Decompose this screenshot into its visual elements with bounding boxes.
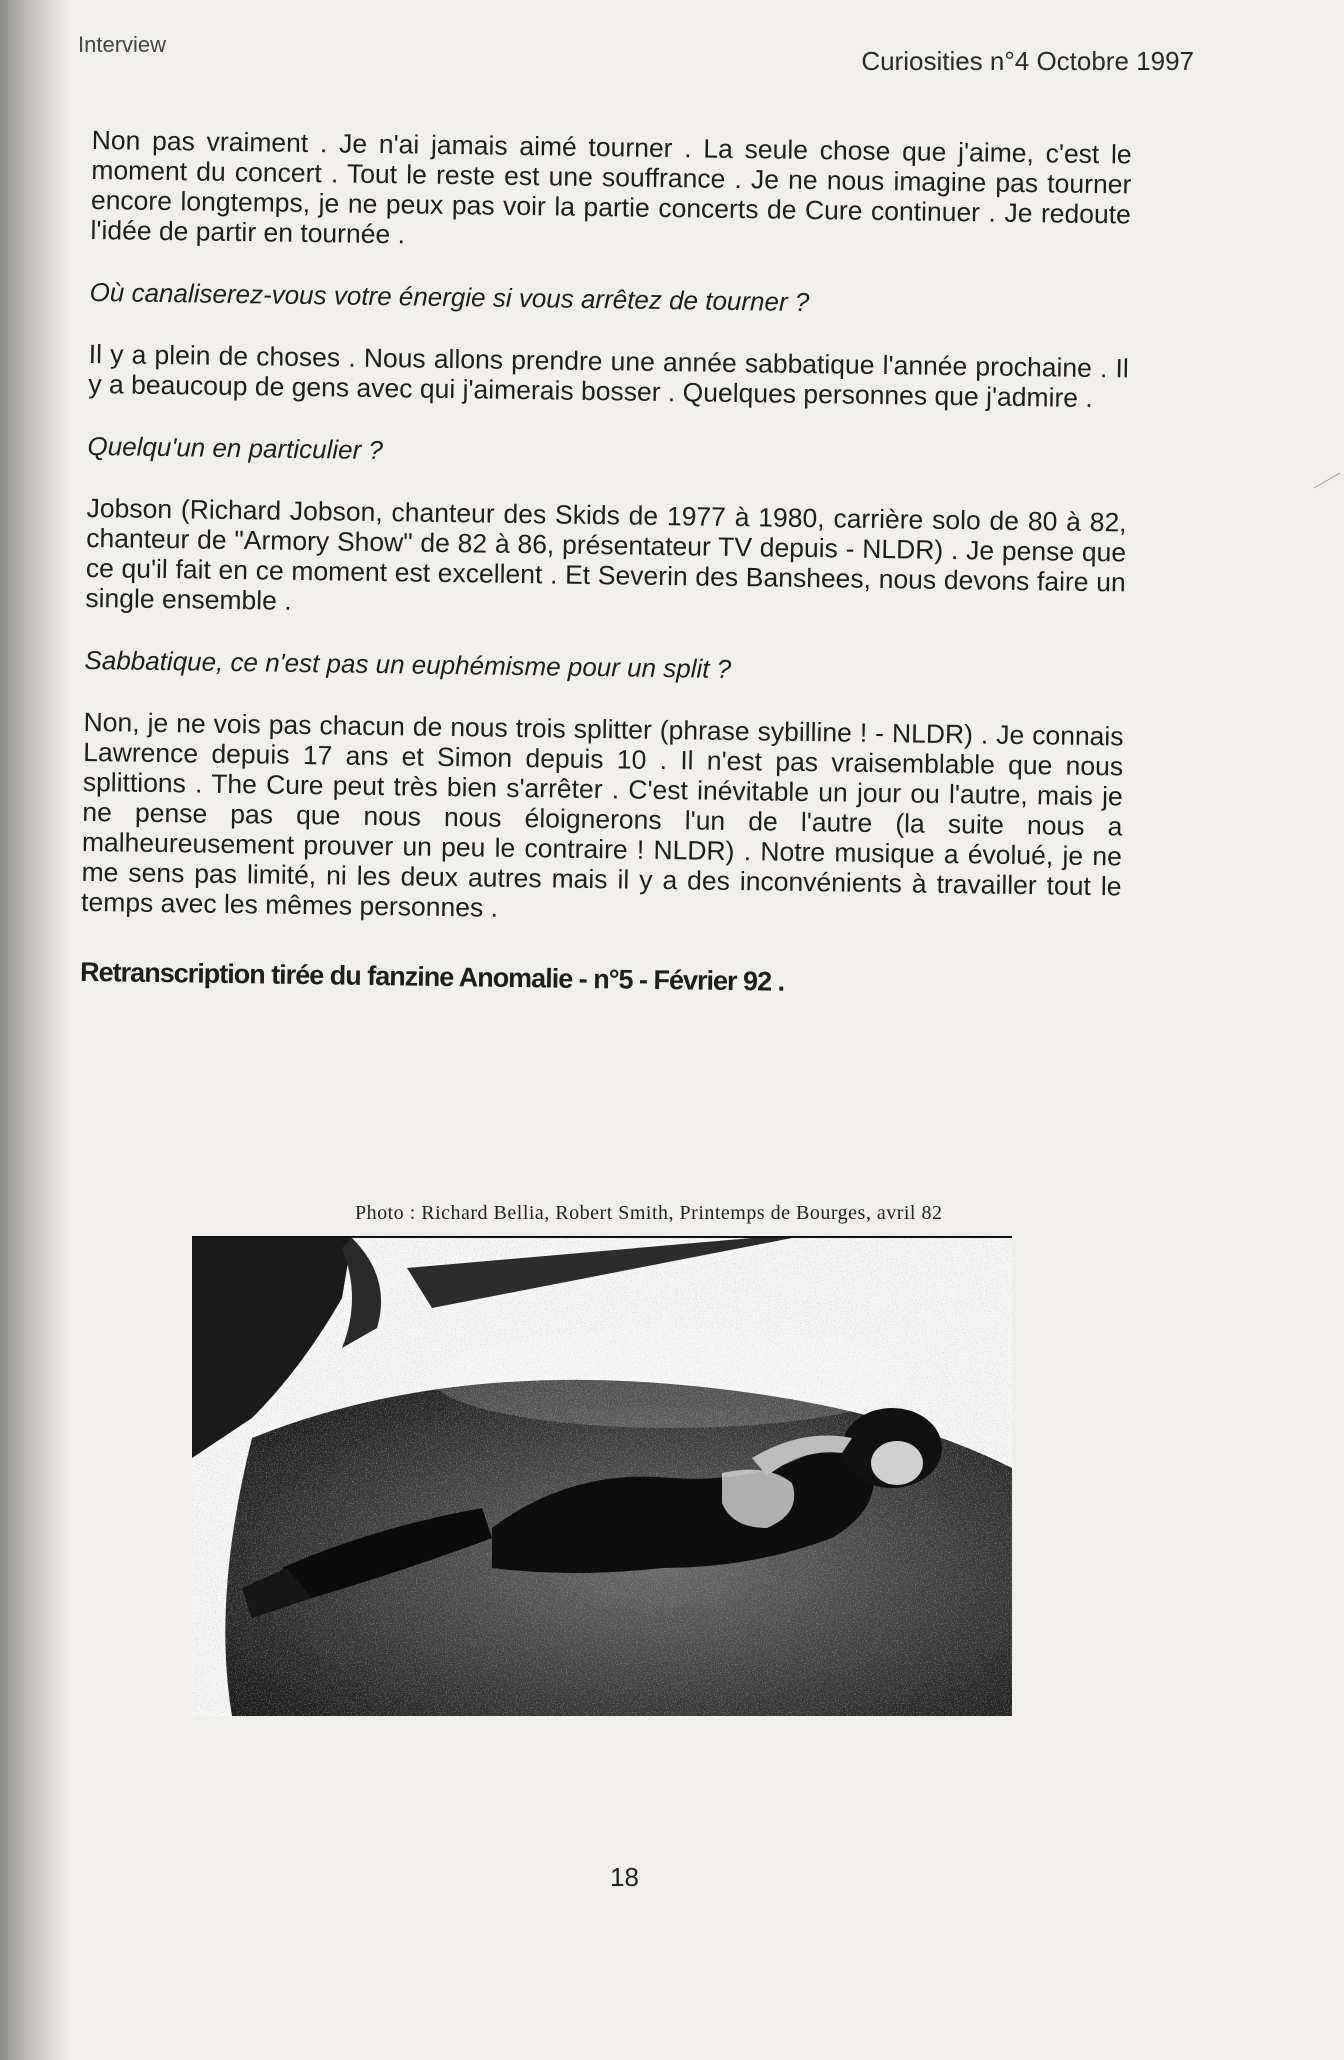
photo-illustration xyxy=(192,1238,1012,1716)
margin-mark xyxy=(1314,473,1340,489)
photo-caption: Photo : Richard Bellia, Robert Smith, Printemps de Bourges, avril 82 xyxy=(355,1202,943,1224)
concert-photo xyxy=(192,1236,1012,1716)
section-label: Interview xyxy=(78,32,167,57)
answer-paragraph: Jobson (Richard Jobson, chanteur des Skids de 1977 à 1980, carrière solo de 80 à 82, chanteur de "Armory Show" de 82 à 86, présentateur TV depuis - NLDR) . Je pense que ce qu'il fait en ce moment est excellent . Et Severin des Banshees, nous devons faire un single ensemble . xyxy=(85,492,1127,616)
answer-paragraph: Non, je ne vois pas chacun de nous trois splitter (phrase sybilline ! - NLDR) . Je connais Lawrence depuis 17 ans et Simon depuis 10 . Il n'est pas vraisemblable que nous splittions . The Cure peut très bien s'arrêter . C'est inévitable un jour ou l'autre, mais je ne pense pas que nous nous éloignerons l'un de l'autre (la suite nous a malheureusement prouver un peu le contraire ! NLDR) . Notre musique a évolué, je ne me sens pas limité, ni les deux autres mais il y a des inconvénients à travailler tout le temps avec les mêmes personnes . xyxy=(80,706,1124,923)
page-number: 18 xyxy=(610,1862,639,1892)
issue-label: Curiosities n°4 Octobre 1997 xyxy=(861,46,1194,76)
interview-body xyxy=(80,125,1132,1033)
answer-paragraph: Non pas vraiment . Je n'ai jamais aimé tourner . La seule chose que j'aime, c'est le moment du concert . Tout le reste est une souffrance . Je ne nous imagine pas tourner encore longtemps, je ne peux pas voir la partie concerts de Cure continuer . Je redoute l'idée de partir en tournée . xyxy=(90,125,1132,250)
question-paragraph: Sabbatique, ce n'est pas un euphémisme pour un split ? xyxy=(84,644,732,684)
question-paragraph: Où canaliserez-vous votre énergie si vous arrêtez de tourner ? xyxy=(89,276,810,318)
answer-paragraph: Il y a plein de choses . Nous allons prendre une année sabbatique l'année prochaine . Il y a beaucoup de gens avec qui j'aimerais bosser . Quelques personnes que j'admire . xyxy=(88,338,1129,413)
source-credit: Retranscription tirée du fanzine Anomalie - n°5 - Février 92 . xyxy=(79,956,785,997)
page-spine-shadow xyxy=(0,0,70,2060)
question-paragraph: Quelqu'un en particulier ? xyxy=(87,430,384,466)
